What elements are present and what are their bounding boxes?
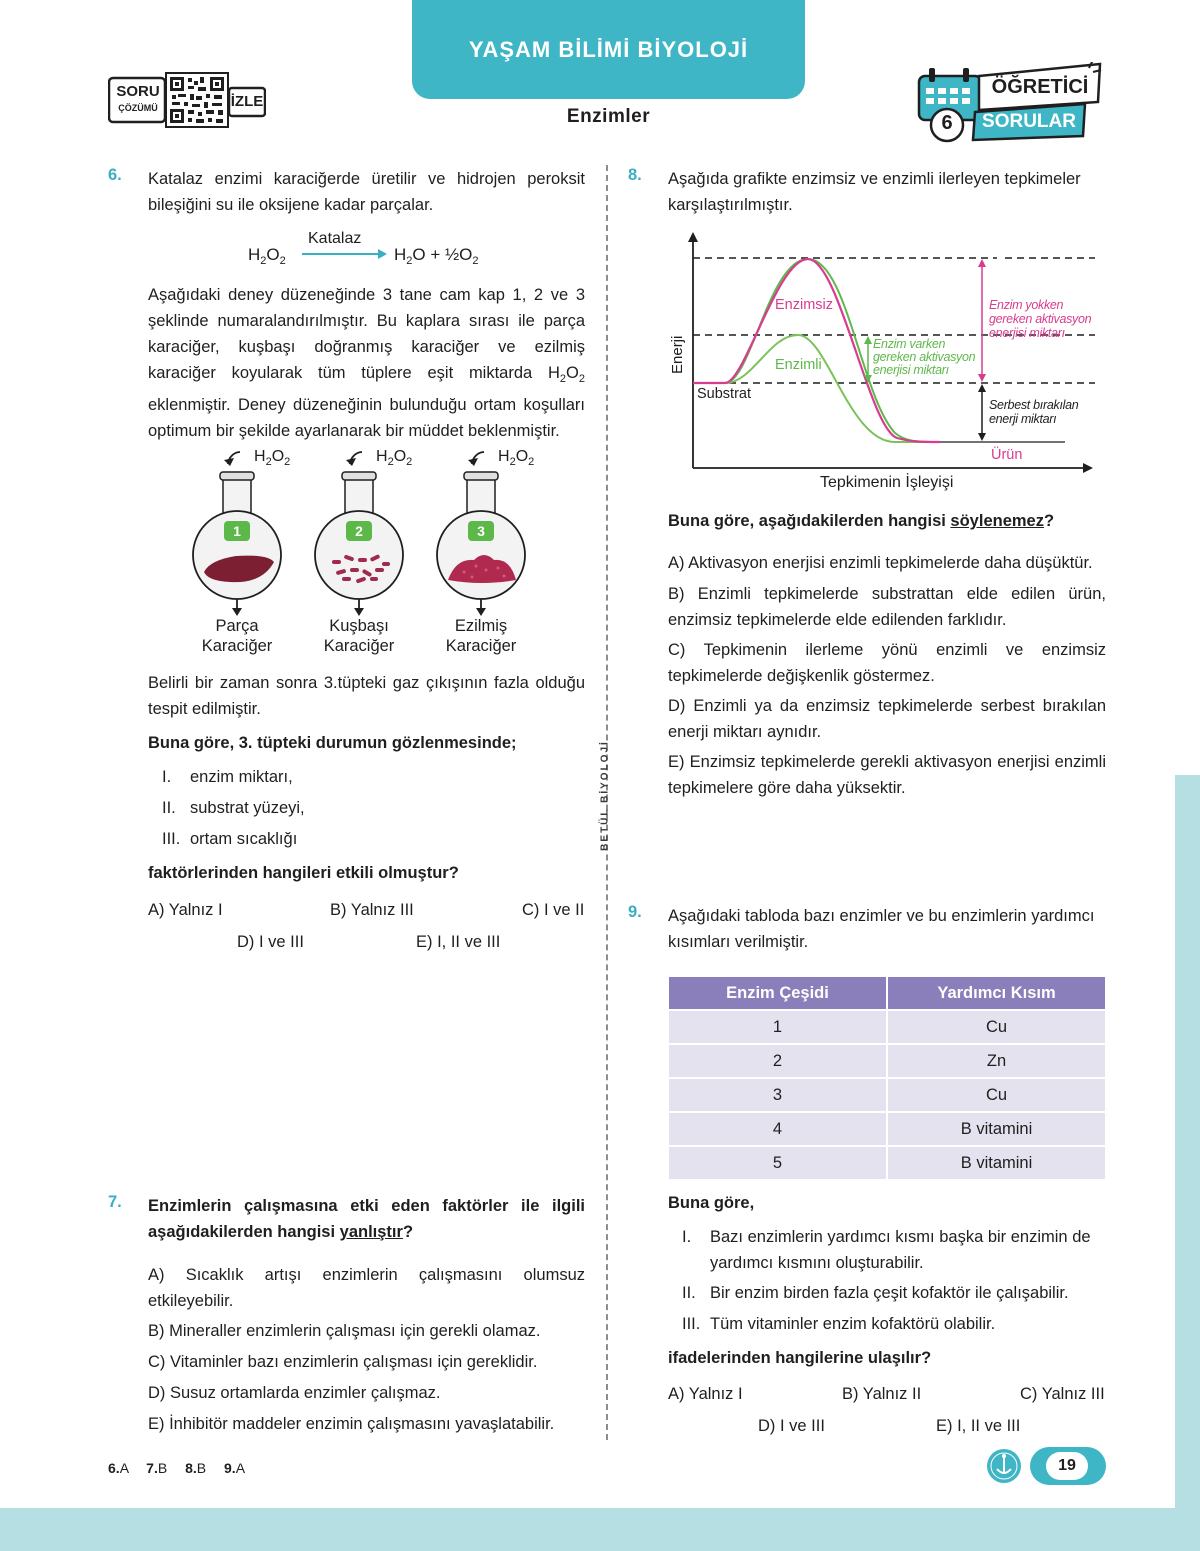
q8-option-b[interactable]: B) Enzimli tepkimelerde substrattan elde edilen ürün, enzimsiz tepkimelerde elde edilenden farklıdır. [668,585,1106,629]
badge-cozumu-text: ÇÖZÜMÜ [118,103,158,113]
q8-intro: Aşağıda grafikte enzimsiz ve enzimli ilerleyen tepkimeler karşılaştırılmıştır. [668,170,1081,214]
q6-intro: Katalaz enzimi karaciğerde üretilir ve hidrojen peroksit bileşiğini su ile oksijene kadar parçalar. [148,170,585,214]
page-number: 19 [1046,1452,1088,1480]
enzimli-label: Enzimli [775,357,822,373]
q8-energy-graph [665,228,1110,500]
flask-1-label: Parça Karaciğer [201,617,273,655]
urun-label: Ürün [991,447,1023,463]
table-cell: Cu [888,1079,1105,1111]
table-cell: 4 [669,1113,886,1145]
calendar-icon [915,62,1105,148]
q7-option-c[interactable]: C) Vitaminler bazı enzimlerin çalışması için gereklidir. [148,1353,538,1371]
y-axis-label: Enerji [669,335,686,374]
right-edge-bar [1175,775,1200,1551]
table-cell: B vitamini [888,1147,1105,1179]
enzimsiz-label: Enzimsiz [775,297,834,313]
flask-2-input: $H_2O_2$ [376,448,413,468]
q8-option-d[interactable]: D) Enzimli ya da enzimsiz tepkimelerde serbest bırakılan enerji miktarı aynıdır. [668,697,1106,741]
spine-label: BETÜL BİYOLOJİ [599,740,611,851]
table-cell: Cu [888,1011,1105,1043]
book-title: YAŞAM BİLİMİ BİYOLOJİ [468,36,749,62]
q7-option-e[interactable]: E) İnhibitör maddeler enzimin çalışmasını yavaşlatabilir. [148,1415,555,1433]
reaction-arrow-icon [300,248,388,260]
badge-izle-text: İZLE [230,93,264,110]
reaction-reactant: $H_2O_2$ [248,245,286,267]
q9-closing: ifadelerinden hangilerine ulaşılır? [668,1349,932,1367]
q6-body: Aşağıdaki deney düzeneğinde 3 tane cam kap 1, 2 ve 3 şeklinde numaralandırılmıştır. Bu kaplara sırası ile parça karaciğer, kuşbaşı doğranmış karaciğer ve ezilmiş karaciğer koyularak tüm tüplere eşit miktarda $H_2O_2$ eklenmiştir. Deney düzeneğinin bulunduğu ortam koşulları optimum bir şekilde ayarlanarak bir müddet beklenmiştir. [148,286,585,440]
q6-option-d[interactable]: D) I ve III [237,933,304,951]
flask-2-number: 2 [346,521,372,541]
q7-option-b[interactable]: B) Mineraller enzimlerin çalışması için gerekli olamaz. [148,1322,541,1340]
reaction-products: $H_2O$ + $\frac{1}{2}O_2$ [394,245,479,267]
table-row [669,1011,1105,1043]
answer-key-item: 9.A [224,1460,246,1476]
q6-closing: faktörlerinden hangileri etkili olmuştur? [148,864,459,882]
table-cell: 3 [669,1079,886,1111]
q8-number: 8. [628,166,642,184]
flask-3-number: 3 [468,521,494,541]
flask-3-label: Ezilmiş Karaciğer [445,617,517,655]
q8-question: Buna göre, aşağıdakilerden hangisi söylenemez? [668,512,1055,530]
q8-option-c[interactable]: C) Tepkimenin ilerleme yönü enzimli ve enzimsiz tepkimelerde değişkenlik göstermez. [668,641,1106,685]
flask-3-input: $H_2O_2$ [498,448,535,468]
q7-question: Enzimlerin çalışmasına etki eden faktörler ile ilgili aşağıdakilerden hangisi yanlıştır? [148,1197,585,1241]
badge-ogretici-text: ÖĞRETİCİ [991,76,1089,98]
table-header-helper: Yardımcı Kısım [888,977,1105,1009]
enzimsiz-activation-note: Enzim yokken gereken aktivasyon enerjisi miktarı [989,298,1092,340]
table-header-row [669,977,1105,1009]
publisher-logo-icon [985,1447,1023,1485]
q6-question: Buna göre, 3. tüpteki durumun gözlenmesinde; [148,734,517,752]
x-axis-label: Tepkimenin İşleyişi [820,474,954,491]
substrat-label: Substrat [697,386,751,402]
y-axis-arrow-icon [688,232,698,242]
table-cell: 1 [669,1011,886,1043]
video-solution-badge[interactable] [108,72,266,128]
q8-option-a[interactable]: A) Aktivasyon enerjisi enzimli tepkimelerde daha düşüktür. [668,554,1093,572]
table-row [669,1045,1105,1077]
q6-reaction [248,230,498,274]
q6-option-e[interactable]: E) I, II ve III [416,933,501,951]
q9-enzyme-table [667,975,1107,1181]
q7-option-d[interactable]: D) Susuz ortamlarda enzimler çalışmaz. [148,1384,441,1402]
table-cell: 5 [669,1147,886,1179]
q6-option-b[interactable]: B) Yalnız III [330,901,414,919]
bottom-edge-bar [0,1508,1200,1551]
table-row [669,1079,1105,1111]
table-cell: Zn [888,1045,1105,1077]
q6-item-1: I. enzim miktarı, [162,768,293,786]
page-number-pill [1030,1447,1106,1485]
q6-number: 6. [108,166,122,184]
book-title-banner [412,0,805,99]
q9-question: Buna göre, [668,1194,755,1212]
q9-option-a[interactable]: A) Yalnız I [668,1385,743,1403]
q9-number: 9. [628,903,642,921]
q9-option-e[interactable]: E) I, II ve III [936,1417,1021,1435]
q7-number: 7. [108,1193,122,1211]
reaction-enzyme-label: Katalaz [308,230,362,247]
q9-option-d[interactable]: D) I ve III [758,1417,825,1435]
q6-observation: Belirli bir zaman sonra 3.tüpteki gaz çıkışının fazla olduğu tespit edilmiştir. [148,674,585,718]
table-header-enzyme: Enzim Çeşidi [669,977,886,1009]
flask-1-number: 1 [224,521,250,541]
table-row [669,1147,1105,1179]
answer-key-item: 7.B [146,1460,168,1476]
q7-option-a[interactable]: A) Sıcaklık artışı enzimlerin çalışmasını olumsuz etkileyebilir. [148,1266,585,1310]
flask-1-input: $H_2O_2$ [254,448,291,468]
badge-soru-text: SORU [116,83,160,100]
q8-option-e[interactable]: E) Enzimsiz tepkimelerde gerekli aktivasyon enerjisi enzimli tepkimelere göre daha yüksektir. [668,753,1106,797]
table-row [669,1113,1105,1145]
badge-number: 6 [941,112,953,134]
chapter-title: Enzimler [566,106,651,127]
x-axis-arrow-icon [1083,463,1093,473]
q6-flask-setup [190,444,545,659]
q6-item-2: II. substrat yüzeyi, [162,799,305,817]
answer-key [108,1460,245,1476]
q9-intro: Aşağıdaki tabloda bazı enzimler ve bu enzimlerin yardımcı kısımları verilmiştir. [668,907,1095,951]
q6-item-3: III. ortam sıcaklığı [162,830,298,848]
flask-2-label: Kuşbaşı Karaciğer [323,617,395,655]
answer-key-item: 8.B [185,1460,207,1476]
q9-item-2: II. Bir enzim birden fazla çeşit kofaktör ile çalışabilir. [682,1284,1069,1302]
table-cell: B vitamini [888,1113,1105,1145]
q9-item-3: III. Tüm vitaminler enzim kofaktörü olabilir. [682,1315,996,1333]
ogretici-sorular-badge [915,62,1105,148]
badge-sorular-text: SORULAR [982,111,1076,132]
answer-key-item: 6.A [108,1460,129,1476]
q6-option-c[interactable]: C) I ve II [522,901,585,919]
q6-option-a[interactable]: A) Yalnız I [148,901,223,919]
q9-option-b[interactable]: B) Yalnız II [842,1385,922,1403]
free-energy-note: Serbest bırakılan enerji miktarı [989,398,1079,426]
q9-option-c[interactable]: C) Yalnız III [1020,1385,1105,1403]
enzimli-activation-note: Enzim varken gereken aktivasyon enerjisi miktarı [873,337,976,377]
table-cell: 2 [669,1045,886,1077]
q9-item-1: I. Bazı enzimlerin yardımcı kısmı başka bir enzimin de yardımcı kısmını oluşturabilir. [682,1228,1091,1272]
